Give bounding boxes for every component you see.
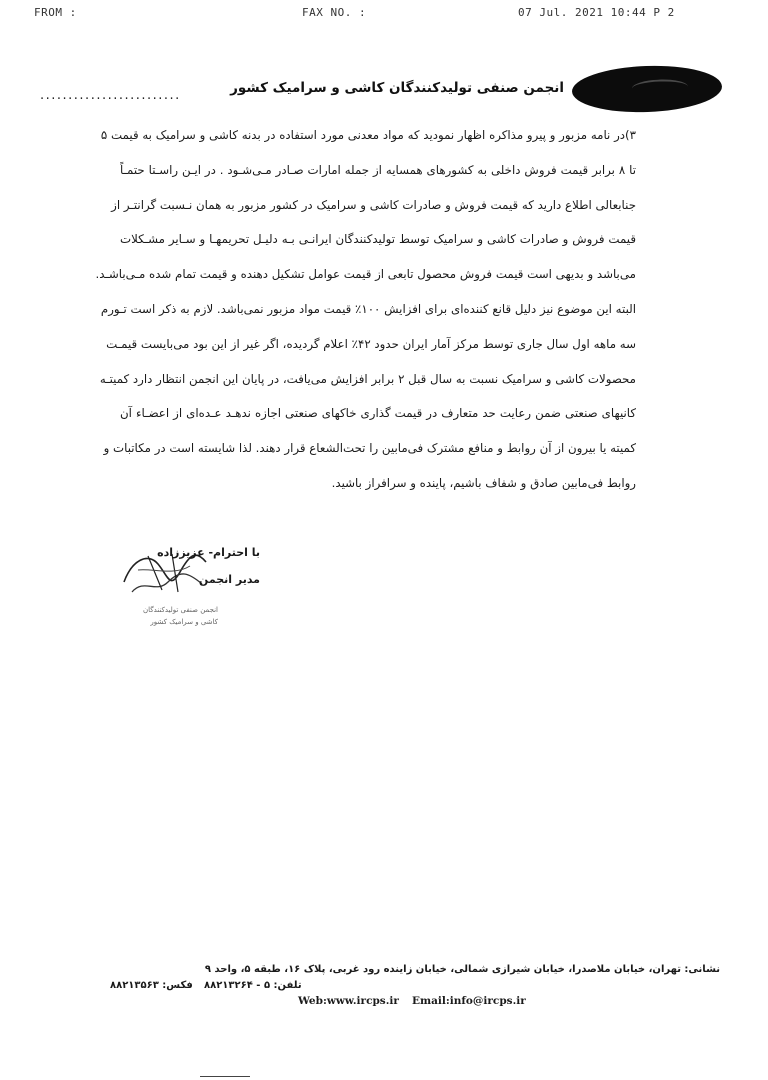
stamp-line: انجمن صنفی تولیدکنندگان <box>143 606 218 614</box>
letterhead-dots: ......................... <box>40 88 181 103</box>
letter-body <box>95 118 636 501</box>
association-logo-icon <box>571 63 723 114</box>
body-line: کمیته یا بیرون از آن روابط و منافع مشترک فی‌مابین را تحت‌الشعاع قرار دهند. لذا شایسته است در مکاتبات و <box>103 441 636 456</box>
stamp-line: کاشی و سرامیک کشور <box>150 618 218 626</box>
signature-regards: با احترام- عزیززاده <box>157 546 260 559</box>
fax-from-label: FROM : <box>34 6 77 19</box>
logo-swoosh <box>632 79 689 97</box>
footer-phone: تلفن: ۵ - ۸۸۲۱۳۲۶۴ <box>204 980 302 991</box>
body-line: تا ۸ برابر قیمت فروش داخلی به کشورهای همسایه از جمله امارات صـادر مـی‌شـود . در ایـن راسـتا حتمـاً <box>120 162 636 177</box>
fax-datetime: 07 Jul. 2021 10:44 P 2 <box>518 6 675 19</box>
footer-email-link[interactable]: Email:info@ircps.ir <box>412 995 526 1007</box>
page-edge-mark <box>200 1076 250 1077</box>
body-line: روابط فی‌مابین صادق و شفاف باشیم، پاینده و سرافراز باشید. <box>331 475 636 490</box>
body-line: البته این موضوع نیز دلیل قانع کننده‌ای برای افزایش ۱۰۰٪ قیمت مواد مزبور نمی‌باشد. لازم به ذکر است تـورم <box>100 301 636 316</box>
body-line: محصولات کاشی و سرامیک نسبت به سال قبل ۲ برابر افزایش می‌یافت، در پایان این انجمن انتظار دارد کمیتـه <box>99 371 636 386</box>
body-line: قیمت فروش و صادرات کاشی و سرامیک توسط تولیدکنندگان ایرانـی بـه دلیـل تحریمهـا و سـایر مشـکلات <box>120 232 636 247</box>
body-line: کانیهای صنعتی ضمن رعایت حد متعارف در قیمت گذاری خاکهای صنعتی اجازه ندهـد عـده‌ای از اعضـاء آن <box>120 406 636 421</box>
body-line: ۳)در نامه مزبور و پیرو مذاکره اظهار نمودید که مواد معدنی مورد استفاده در بدنه کاشی و سرامیک به قیمت ۵ <box>100 128 636 142</box>
body-line: سه ماهه اول سال جاری توسط مرکز آمار ایران حدود ۴۲٪ اعلام گردیده، اگر غیر از این بود می‌بایست قیمـت <box>106 336 636 351</box>
body-line: جنابعالی اطلاع دارید که قیمت فروش و صادرات کاشی و سرامیک در کشور مزبور به همان نـسبت گرانتـر از <box>111 197 636 212</box>
footer-website-link[interactable]: Web:www.ircps.ir <box>298 995 399 1007</box>
footer-fax: فکس: ۸۸۲۱۳۵۶۳ <box>110 980 193 991</box>
body-line: می‌باشد و بدیهی است قیمت فروش محصول تابعی از قیمت عوامل تشکیل دهنده و قیمت تمام شده مـی‌باشـد. <box>95 267 636 282</box>
fax-number-label: FAX NO. : <box>302 6 367 19</box>
footer-address: نشانی: تهران، خیابان ملاصدرا، خیابان شیرازی شمالی، خیابان زاینده رود غربی، پلاک ۱۶، طبقه ۵، واحد ۹ <box>204 964 720 975</box>
letterhead-title: انجمن صنفی تولیدکنندگان کاشی و سرامیک کشور <box>230 80 564 96</box>
signature-title: مدیر انجمن <box>198 573 260 586</box>
